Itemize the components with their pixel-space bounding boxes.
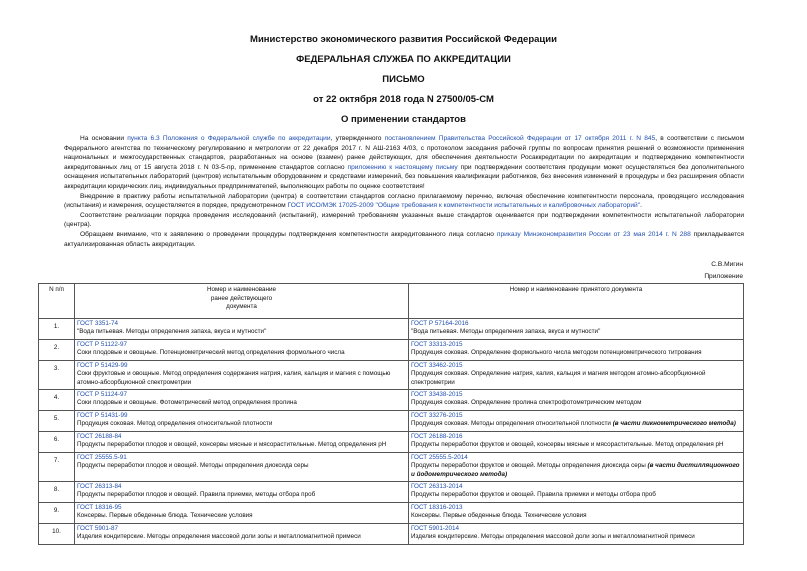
old-doc-link[interactable]: ГОСТ Р 51122-97 — [77, 340, 127, 348]
row-number: 1. — [39, 318, 75, 339]
old-doc-title: Продукция соковая. Метод определения относительной плотности — [77, 420, 273, 428]
new-doc-link[interactable]: ГОСТ 18316-2013 — [411, 503, 463, 511]
new-doc-title: Продукты переработки фруктов и овощей, консервы мясные и мясорастительные. Метод определения pH — [411, 441, 724, 449]
old-doc-title: Изделия кондитерские. Методы определения массовой доли золы и металломагнитной примеси — [77, 533, 361, 541]
new-doc-title: Продукты переработки фруктов и овощей. Методы определения диоксида серы — [411, 462, 648, 470]
old-doc-cell — [75, 360, 409, 389]
text: Обращаем внимание, что к заявлению о проведении процедуры подтверждения компетентности аккредитованного лица согласно — [80, 230, 497, 238]
old-doc-link[interactable]: ГОСТ 18316-95 — [77, 503, 122, 511]
new-doc-cell — [409, 389, 744, 410]
old-doc-link[interactable]: ГОСТ 25555.5-91 — [77, 453, 127, 461]
link-appendix[interactable]: приложению к настоящему письму — [347, 163, 458, 171]
row-number: 6. — [39, 431, 75, 452]
new-doc-cell — [409, 339, 744, 360]
new-doc-scope: (в части дистилляционного и йодометрического метода) — [411, 462, 740, 478]
text: . — [640, 202, 642, 210]
new-doc-title: Продукция соковая. Определение пролина спектрофотометрическим методом — [411, 399, 642, 407]
old-doc-link[interactable]: ГОСТ 26313-84 — [77, 482, 122, 490]
old-doc-title: "Вода питьевая. Методы определения запаха, вкуса и мутности" — [77, 328, 267, 336]
row-number: 3. — [39, 360, 75, 389]
signature: С.В.Мигин — [711, 261, 743, 268]
table-row — [39, 431, 744, 452]
old-doc-cell — [75, 523, 409, 544]
paragraph-4 — [64, 230, 744, 249]
header-new-document: Номер и наименование принятого документа — [409, 284, 744, 319]
text: прикладывается актуализированная область аккредитации. — [64, 230, 745, 248]
new-doc-title: Продукция соковая. Определение натрия, калия, кальция и магния методом атомно-абсорбционной спектрометрии — [411, 370, 706, 386]
row-number: 8. — [39, 481, 75, 502]
old-doc-cell — [75, 502, 409, 523]
old-doc-title: Соки фруктовые и овощные. Метод определения содержания натрия, калия, кальция и магния с помощью атомно-абсорбционной спектрометрии — [77, 370, 391, 386]
paragraph-2 — [64, 192, 744, 211]
standards-table — [38, 283, 744, 545]
old-doc-title: Продукты переработки плодов и овощей, консервы мясные и мясорастительные. Метод определения pH — [77, 441, 387, 449]
old-doc-title: Продукты переработки плодов и овощей. Методы определения диоксида серы — [77, 462, 309, 470]
table-row — [39, 339, 744, 360]
row-number: 2. — [39, 339, 75, 360]
old-doc-link[interactable]: ГОСТ Р 51431-99 — [77, 411, 128, 419]
row-number: 5. — [39, 410, 75, 431]
new-doc-title: "Вода питьевая. Методы определения запаха, вкуса и мутности" — [411, 328, 601, 336]
letter-body — [64, 134, 744, 249]
new-doc-cell — [409, 502, 744, 523]
new-doc-link[interactable]: ГОСТ 25555.5-2014 — [411, 453, 468, 461]
table-row — [39, 318, 744, 339]
paragraph-3: Соответствие реализации порядка проведения исследований (испытаний), измерений требованиям указанных выше стандартов оценивается при подтверждении компетентности испытательной лаборатории (центра). — [64, 211, 744, 229]
text: , утвержденного — [330, 135, 385, 142]
new-doc-cell — [409, 523, 744, 544]
old-doc-cell — [75, 481, 409, 502]
header-num: N п/п — [39, 284, 75, 319]
old-doc-link[interactable]: ГОСТ Р 51124-97 — [77, 390, 127, 398]
new-doc-cell — [409, 410, 744, 431]
old-doc-title: Соки плодовые и овощные. Потенциометрический метод определения формольного числа — [77, 349, 345, 357]
text: , в соответствии с письмом Федерального агентства по техническому регулированию и метрологии от 22 декабря 2017 г. N АШ-2163 4/03, с протоколом заседания рабочей группы по вопросам принятия решений о возможности применения национальных и межгосударственных стандартов, разработанных на основе (взамен) ранее действующих, для обеспечения деятельности Росаккредитации по аккредитации и подтверждению компетентности аккредитованных лиц от 15 августа 2018 г. N 03-5-пр, применение стандартов согласно — [64, 135, 744, 171]
text: при подтверждении соответствия продукции может осуществляться без дополнительного оснащения испытательных лабораторий (центров) испытательным оборудованием и средствами измерений, без повышения квалификации работников, без внесения изменений в процедуры и без расширения области аккредитации юридических лиц, индивидуальных предпринимателей, выполняющих работы по оценке соответствия! — [64, 163, 744, 190]
old-doc-link[interactable]: ГОСТ 5901-87 — [77, 524, 118, 532]
link-regulation-clause[interactable]: пункта 6.3 Положения о Федеральной службе по аккредитации — [127, 135, 331, 142]
old-doc-link[interactable]: ГОСТ Р 51429-99 — [77, 361, 128, 369]
row-number: 4. — [39, 389, 75, 410]
document-date-number: от 22 октября 2018 года N 27500/05-СМ — [313, 94, 494, 105]
ministry-title: Министерство экономического развития Российской Федерации — [250, 34, 557, 45]
old-doc-cell — [75, 410, 409, 431]
new-doc-link[interactable]: ГОСТ 26188-2016 — [411, 432, 463, 440]
row-number: 7. — [39, 452, 75, 481]
new-doc-title: Изделия кондитерские. Методы определения массовой доли золы и металломагнитной примеси — [411, 533, 695, 541]
table-row — [39, 523, 744, 544]
text: Внедрение в практику работы испытательной лаборатории (центра) в соответствии стандартов согласно прилагаемому перечню, включая обеспечение компетентности персонала, проводящего исследования (испытания) и измерения, осуществляется в порядке, предусмотренном — [64, 192, 744, 210]
old-doc-cell — [75, 389, 409, 410]
new-doc-link[interactable]: ГОСТ 33276-2015 — [411, 411, 463, 419]
table-row — [39, 481, 744, 502]
old-doc-title: Продукты переработки плодов и овощей. Правила приемки, методы отбора проб — [77, 491, 316, 499]
table-header-row — [39, 284, 744, 319]
new-doc-link[interactable]: ГОСТ Р 57164-2016 — [411, 319, 469, 327]
table-row — [39, 410, 744, 431]
old-doc-cell — [75, 339, 409, 360]
new-doc-cell — [409, 431, 744, 452]
new-doc-cell — [409, 360, 744, 389]
new-doc-link[interactable]: ГОСТ 33313-2015 — [411, 340, 463, 348]
old-doc-cell — [75, 318, 409, 339]
old-doc-title: Консервы. Первые обеденные блюда. Технические условия — [77, 512, 253, 520]
link-government-decree[interactable]: постановлением Правительства Российской Федерации от 17 октября 2011 г. N 845 — [384, 135, 656, 142]
old-doc-link[interactable]: ГОСТ 26188-84 — [77, 432, 122, 440]
new-doc-cell — [409, 318, 744, 339]
header-old-document: Номер и наименование ранее действующего документа — [75, 284, 409, 319]
table-row — [39, 389, 744, 410]
link-order-288[interactable]: приказу Минэкономразвития России от 23 мая 2014 г. N 288 — [496, 230, 691, 238]
table-row — [39, 502, 744, 523]
new-doc-link[interactable]: ГОСТ 33438-2015 — [411, 390, 463, 398]
service-title: ФЕДЕРАЛЬНАЯ СЛУЖБА ПО АККРЕДИТАЦИИ — [296, 54, 511, 65]
new-doc-cell — [409, 452, 744, 481]
new-doc-title: Продукция соковая. Методы определения относительной плотности — [411, 420, 613, 428]
new-doc-title: Продукция соковая. Определение формольного числа методом потенциометрического титрования — [411, 349, 702, 357]
old-doc-cell — [75, 431, 409, 452]
new-doc-link[interactable]: ГОСТ 26313-2014 — [411, 482, 463, 490]
new-doc-link[interactable]: ГОСТ 33462-2015 — [411, 361, 463, 369]
old-doc-link[interactable]: ГОСТ 3351-74 — [77, 319, 118, 327]
new-doc-link[interactable]: ГОСТ 5901-2014 — [411, 524, 460, 532]
new-doc-title: Консервы. Первые обеденные блюда. Технические условия — [411, 512, 587, 520]
document-subject: О применении стандартов — [341, 114, 466, 125]
appendix-label: Приложение — [704, 273, 743, 280]
table-row — [39, 360, 744, 389]
new-doc-title: Продукты переработки фруктов и овощей. Правила приемки и методы отбора проб — [411, 491, 656, 499]
old-doc-cell — [75, 452, 409, 481]
paragraph-1 — [64, 134, 744, 192]
old-doc-title: Соки плодовые и овощные. Фотометрический метод определения пролина — [77, 399, 297, 407]
text: На основании — [80, 135, 128, 142]
row-number: 10. — [39, 523, 75, 544]
row-number: 9. — [39, 502, 75, 523]
document-type: ПИСЬМО — [382, 74, 425, 85]
table-row — [39, 452, 744, 481]
new-doc-scope: (в части пикнометрического метода) — [612, 420, 736, 428]
new-doc-cell — [409, 481, 744, 502]
link-gost-17025[interactable]: ГОСТ ИСО/МЭК 17025-2009 "Общие требования к компетентности испытательных и калибровочных лабораторий" — [287, 202, 641, 210]
